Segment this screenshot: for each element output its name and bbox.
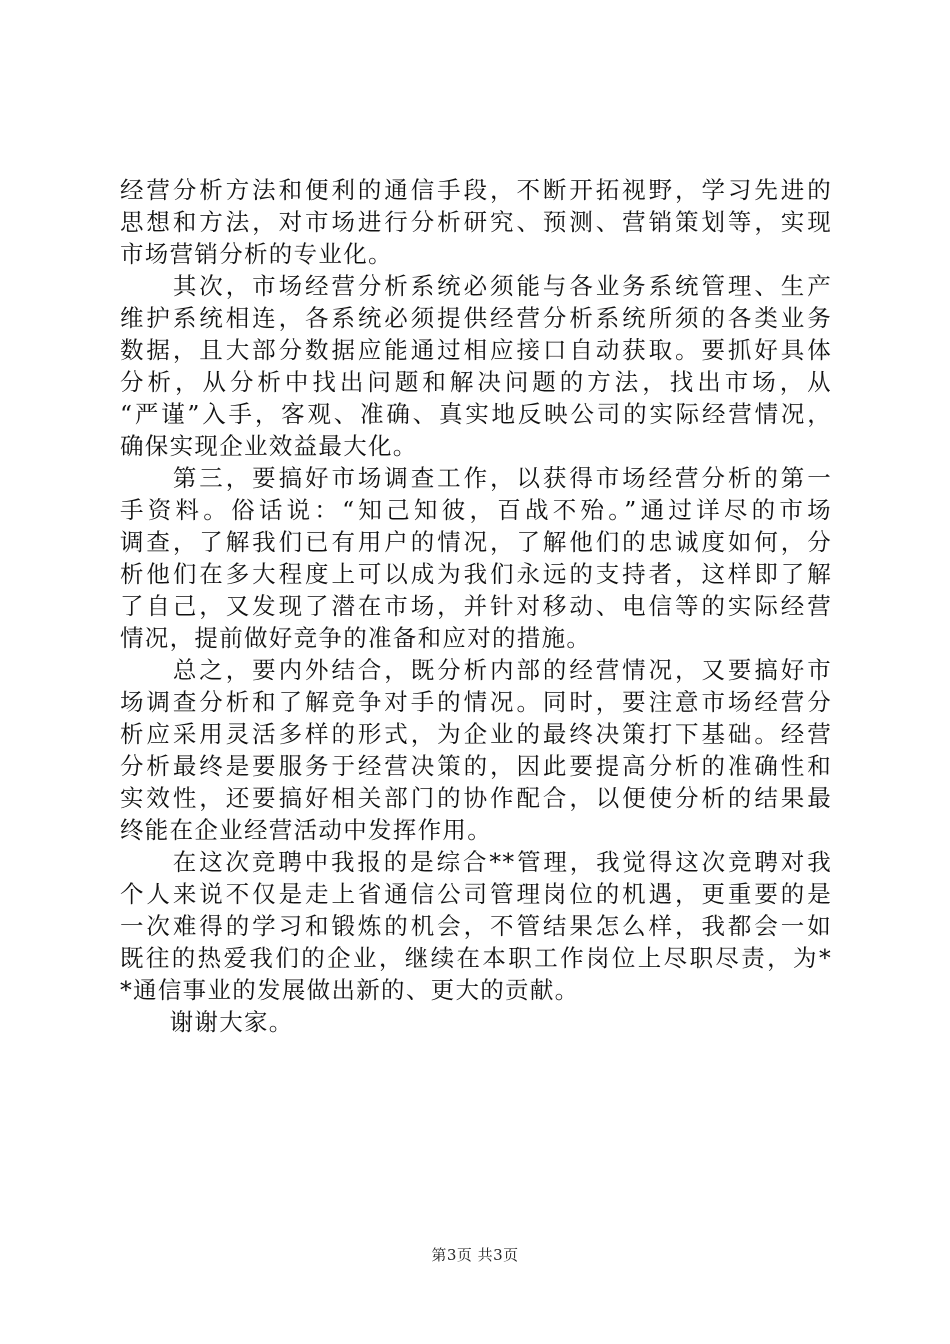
text-line: 数据，且大部分数据应能通过相应接口自动获取。要抓好具体 [120, 336, 832, 364]
text-line: 总之，要内外结合，既分析内部的经营情况，又要搞好市 [120, 656, 832, 684]
text-line: 析他们在多大程度上可以成为我们永远的支持者，这样即了解 [120, 560, 832, 588]
text-line: 既往的热爱我们的企业，继续在本职工作岗位上尽职尽责，为* [120, 944, 832, 972]
text-line: 第三，要搞好市场调查工作，以获得市场经营分析的第一 [120, 464, 832, 492]
text-line: 调查，了解我们已有用户的情况，了解他们的忠诚度如何，分 [120, 528, 832, 556]
text-line: 维护系统相连，各系统必须提供经营分析系统所须的各类业务 [120, 304, 832, 332]
text-line: 情况，提前做好竞争的准备和应对的措施。 [120, 624, 592, 652]
text-line: *通信事业的发展做出新的、更大的贡献。 [120, 976, 580, 1004]
page-footer: 第3页 共3页 [431, 1246, 519, 1264]
text-line: 分析最终是要服务于经营决策的，因此要提高分析的准确性和 [120, 752, 832, 780]
document-body [120, 174, 832, 1038]
text-line: 一次难得的学习和锻炼的机会，不管结果怎么样，我都会一如 [120, 912, 832, 940]
text-line: 了自己，又发现了潜在市场，并针对移动、电信等的实际经营 [120, 592, 832, 620]
text-line: 在这次竞聘中我报的是综合**管理，我觉得这次竞聘对我 [120, 848, 832, 876]
text-line: 实效性，还要搞好相关部门的协作配合，以便使分析的结果最 [120, 784, 832, 812]
text-line: 析应采用灵活多样的形式，为企业的最终决策打下基础。经营 [120, 720, 832, 748]
text-line: 场调查分析和了解竞争对手的情况。同时，要注意市场经营分 [120, 688, 832, 716]
text-line: 确保实现企业效益最大化。 [120, 432, 418, 460]
text-line: 手资料。俗话说：“知己知彼，百战不殆。”通过详尽的市场 [120, 496, 832, 524]
text-line: “严谨”入手，客观、准确、真实地反映公司的实际经营情况， [120, 400, 832, 428]
text-line: 终能在企业经营活动中发挥作用。 [120, 816, 492, 844]
text-line: 其次，市场经营分析系统必须能与各业务系统管理、生产 [120, 272, 832, 300]
text-line: 经营分析方法和便利的通信手段，不断开拓视野，学习先进的 [120, 176, 832, 204]
text-line: 分析，从分析中找出问题和解决问题的方法，找出市场，从 [120, 368, 832, 396]
text-line: 市场营销分析的专业化。 [120, 240, 393, 268]
text-line: 思想和方法，对市场进行分析研究、预测、营销策划等，实现 [120, 208, 832, 236]
text-line: 谢谢大家。 [120, 1008, 294, 1036]
text-line: 个人来说不仅是走上省通信公司管理岗位的机遇，更重要的是 [120, 880, 832, 908]
